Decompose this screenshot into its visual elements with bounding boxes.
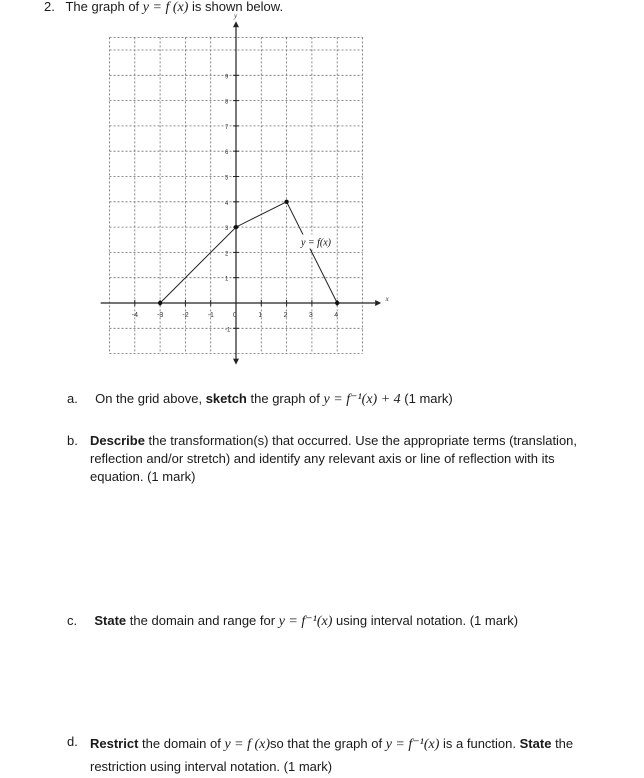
x-tick-label: 1	[258, 312, 263, 319]
x-tick-label: 4	[334, 312, 339, 319]
part-d-bold1: Restrict	[90, 736, 139, 751]
part-b-line1: the transformation(s) that occurred. Use the appropriate terms (translation,	[148, 433, 578, 448]
part-a	[67, 390, 453, 409]
part-a-bold: sketch	[205, 391, 247, 406]
y-tick-label: 3	[225, 226, 229, 233]
question-intro-before: The graph of	[65, 0, 140, 14]
function-graph	[100, 12, 390, 370]
x-tick-label: -3	[157, 312, 164, 319]
y-axis-arrow	[233, 21, 239, 27]
x-tick-label: 0	[233, 312, 237, 319]
y-tick-label: 9	[225, 74, 229, 81]
y-tick-label: 7	[225, 124, 229, 131]
y-tick-label: 2	[225, 251, 229, 258]
x-tick-label: -2	[182, 312, 189, 319]
x-axis-label: x	[385, 295, 389, 303]
x-axis-arrow	[375, 300, 381, 306]
part-a-letter: a.	[67, 391, 78, 406]
x-tick-label: -1	[207, 312, 214, 319]
y-tick-label: -1	[225, 327, 231, 334]
part-a-text1: On the grid above,	[95, 391, 203, 406]
part-d-text1: the domain of	[142, 736, 221, 751]
part-d-math1: y = f (x)	[224, 737, 271, 752]
x-tick-label: -4	[131, 312, 139, 319]
part-d-math2: y = f⁻¹(x)	[385, 737, 440, 752]
part-d-bold2: State	[519, 736, 552, 751]
question-intro-math: y = f (x)	[142, 0, 189, 15]
y-tick-label: 8	[225, 99, 229, 106]
part-d-line2: restriction using interval notation. (1 mark)	[90, 759, 333, 774]
function-point	[335, 301, 339, 305]
part-b	[67, 432, 78, 450]
y-tick-label: 5	[225, 175, 229, 182]
function-point	[158, 301, 162, 305]
y-axis-arrow-down	[233, 359, 239, 365]
part-d	[67, 733, 78, 751]
y-tick-label: 1	[225, 276, 229, 283]
part-b-letter: b.	[67, 433, 78, 448]
part-c-text1: the domain and range for	[129, 613, 276, 628]
part-b-line3: equation. (1 mark)	[90, 469, 196, 484]
part-b-body	[90, 432, 577, 486]
part-a-math: y = f⁻¹(x) + 4	[323, 392, 401, 407]
part-d-text3: is a function.	[443, 736, 517, 751]
y-axis-label: y	[234, 12, 238, 21]
part-a-text2: the graph of	[250, 391, 320, 406]
function-point	[284, 200, 288, 204]
y-tick-label: 4	[225, 200, 229, 207]
part-d-letter: d.	[67, 734, 78, 749]
part-c	[67, 612, 518, 631]
question-intro-after: is shown below.	[192, 0, 284, 14]
part-b-bold: Describe	[90, 433, 145, 448]
part-c-bold: State	[94, 613, 127, 628]
part-d-text4: the	[555, 736, 574, 751]
function-label: y = f(x)	[300, 237, 332, 249]
x-tick-label: 3	[308, 312, 313, 319]
question-header	[44, 0, 283, 17]
part-b-line2: reflection and/or stretch) and identify any relevant axis or line of reflection with its	[90, 451, 555, 466]
x-tick-label: 2	[283, 312, 288, 319]
part-d-text2: so that the graph of	[270, 736, 383, 751]
function-point	[234, 225, 238, 229]
part-d-body	[90, 733, 573, 778]
part-c-letter: c.	[67, 613, 78, 628]
part-a-marks: (1 mark)	[404, 391, 453, 406]
part-c-text2: using interval notation. (1 mark)	[336, 613, 519, 628]
y-tick-label: 6	[225, 150, 229, 157]
question-number: 2.	[44, 0, 55, 14]
part-c-math: y = f⁻¹(x)	[278, 614, 333, 629]
